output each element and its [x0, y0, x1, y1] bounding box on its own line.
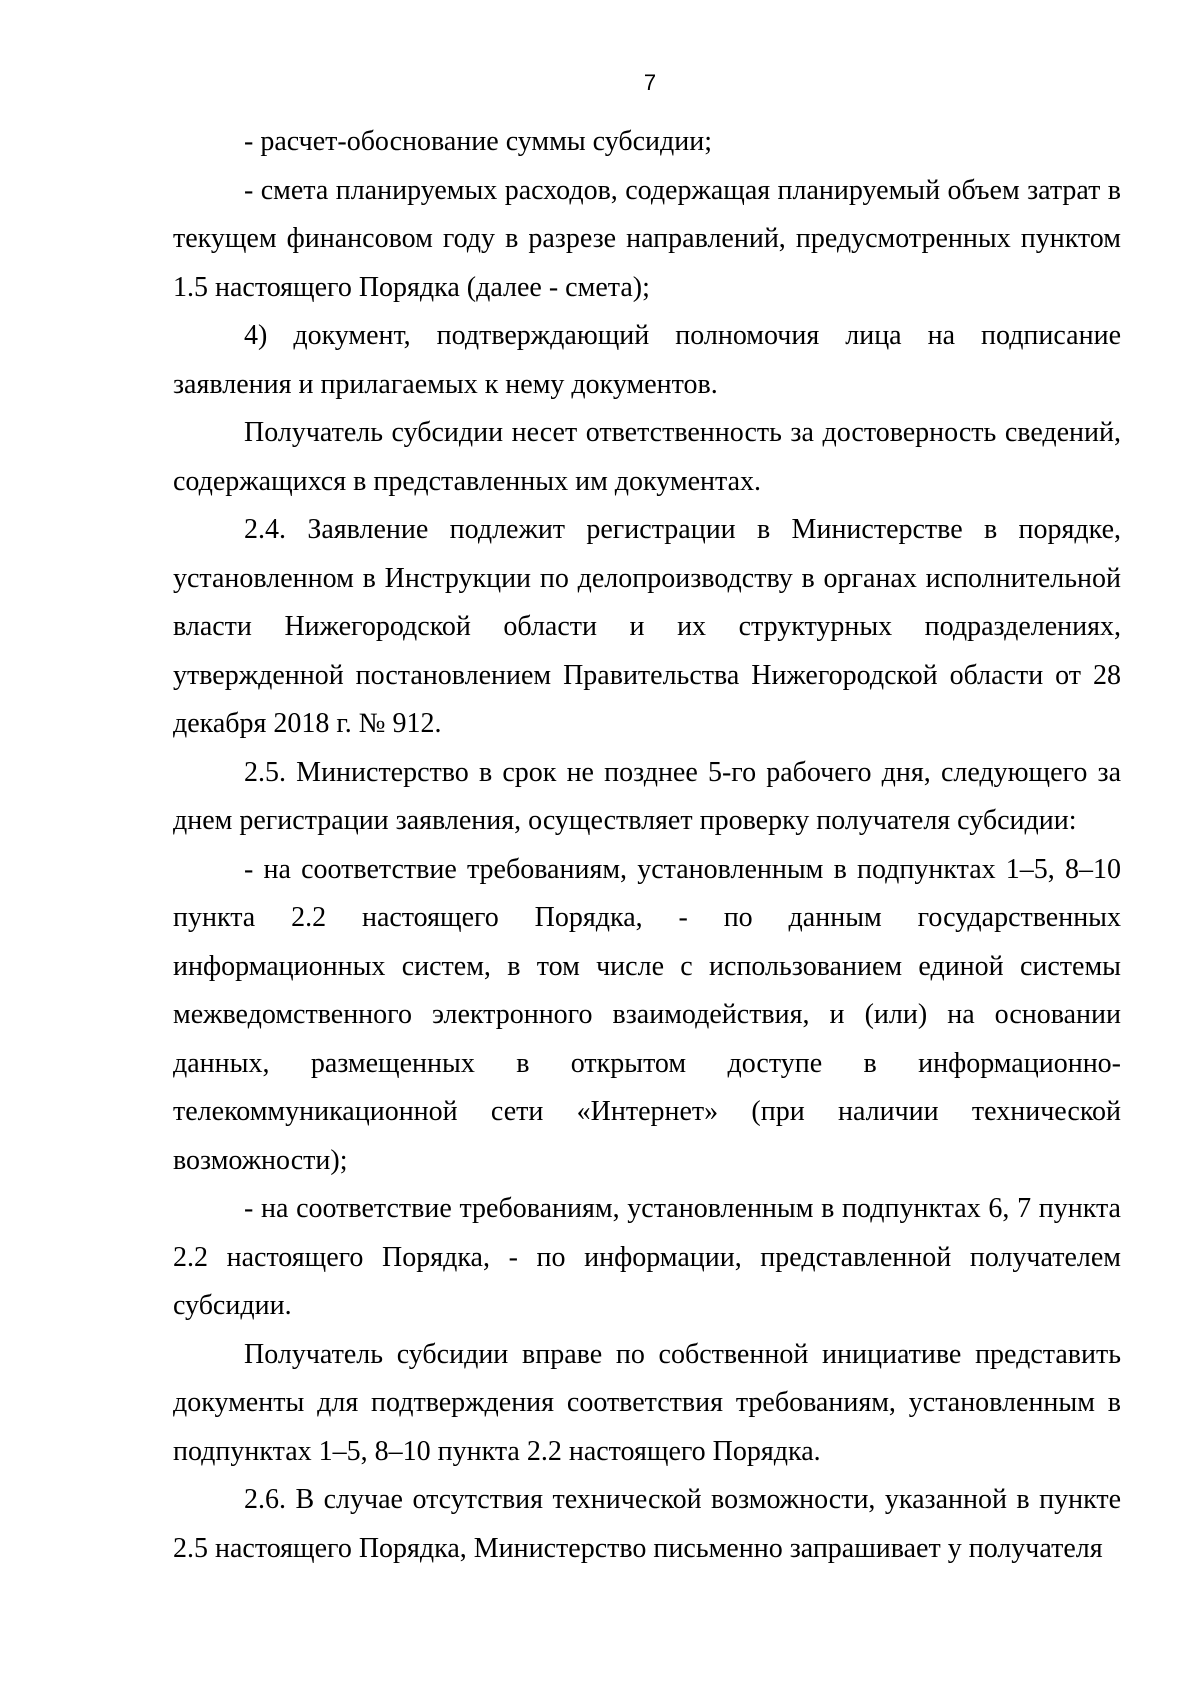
- paragraph-expense-estimate: - смета планируемых расходов, содержащая планируемый объем затрат в текущем финансовом году в разрезе направлений, предусмотренных пунктом 1.5 настоящего Порядка (далее - смета);: [173, 174, 1121, 303]
- paragraph-2-5-verification: 2.5. Министерство в срок не позднее 5-го рабочего дня, следующего за днем регистрации заявления, осуществляет проверку получателя субсидии:: [173, 756, 1121, 836]
- paragraph-authority-document: 4) документ, подтверждающий полномочия лица на подписание заявления и прилагаемых к нему документов.: [173, 320, 1121, 400]
- paragraph-voluntary-documents: Получатель субсидии вправе по собственной инициативе представить документы для подтверждения соответствия требованиям, установленным в подпунктах 1–5, 8–10 пункта 2.2 настоящего Порядка.: [173, 1338, 1121, 1467]
- paragraph-requirements-6-7: - на соответствие требованиям, установленным в подпунктах 6, 7 пункта 2.2 настоящего Порядка, - по информации, представленной получателем субсидии.: [173, 1193, 1121, 1321]
- paragraph-2-6-no-technical-possibility: 2.6. В случае отсутствия технической возможности, указанной в пункте 2.5 настоящего Порядка, Министерство письменно запрашивает у получателя: [173, 1484, 1121, 1564]
- paragraph-recipient-responsibility: Получатель субсидии несет ответственность за достоверность сведений, содержащихся в представленных им документах.: [173, 417, 1121, 497]
- paragraph-requirements-1-5-8-10: - на соответствие требованиям, установленным в подпунктах 1–5, 8–10 пункта 2.2 настоящего Порядка, - по данным государственных информационных систем, в том числе с использованием единой системы межведомственного электронного взаимодействия, и (или) на основании данных, размещенных в открытом доступе в информационно-телекоммуникационной сети «Интернет» (при наличии технической возможности);: [173, 853, 1121, 1176]
- document-body: [173, 118, 1121, 1573]
- paragraph-budget-justification: - расчет-обоснование суммы субсидии;: [244, 126, 713, 157]
- page-number: 7: [643, 70, 657, 95]
- paragraph-2-4-registration: 2.4. Заявление подлежит регистрации в Министерстве в порядке, установленном в Инструкции по делопроизводству в органах исполнительной власти Нижегородской области и их структурных подразделениях, утвержденной постановлением Правительства Нижегородской области от 28 декабря 2018 г. № 912.: [173, 514, 1121, 739]
